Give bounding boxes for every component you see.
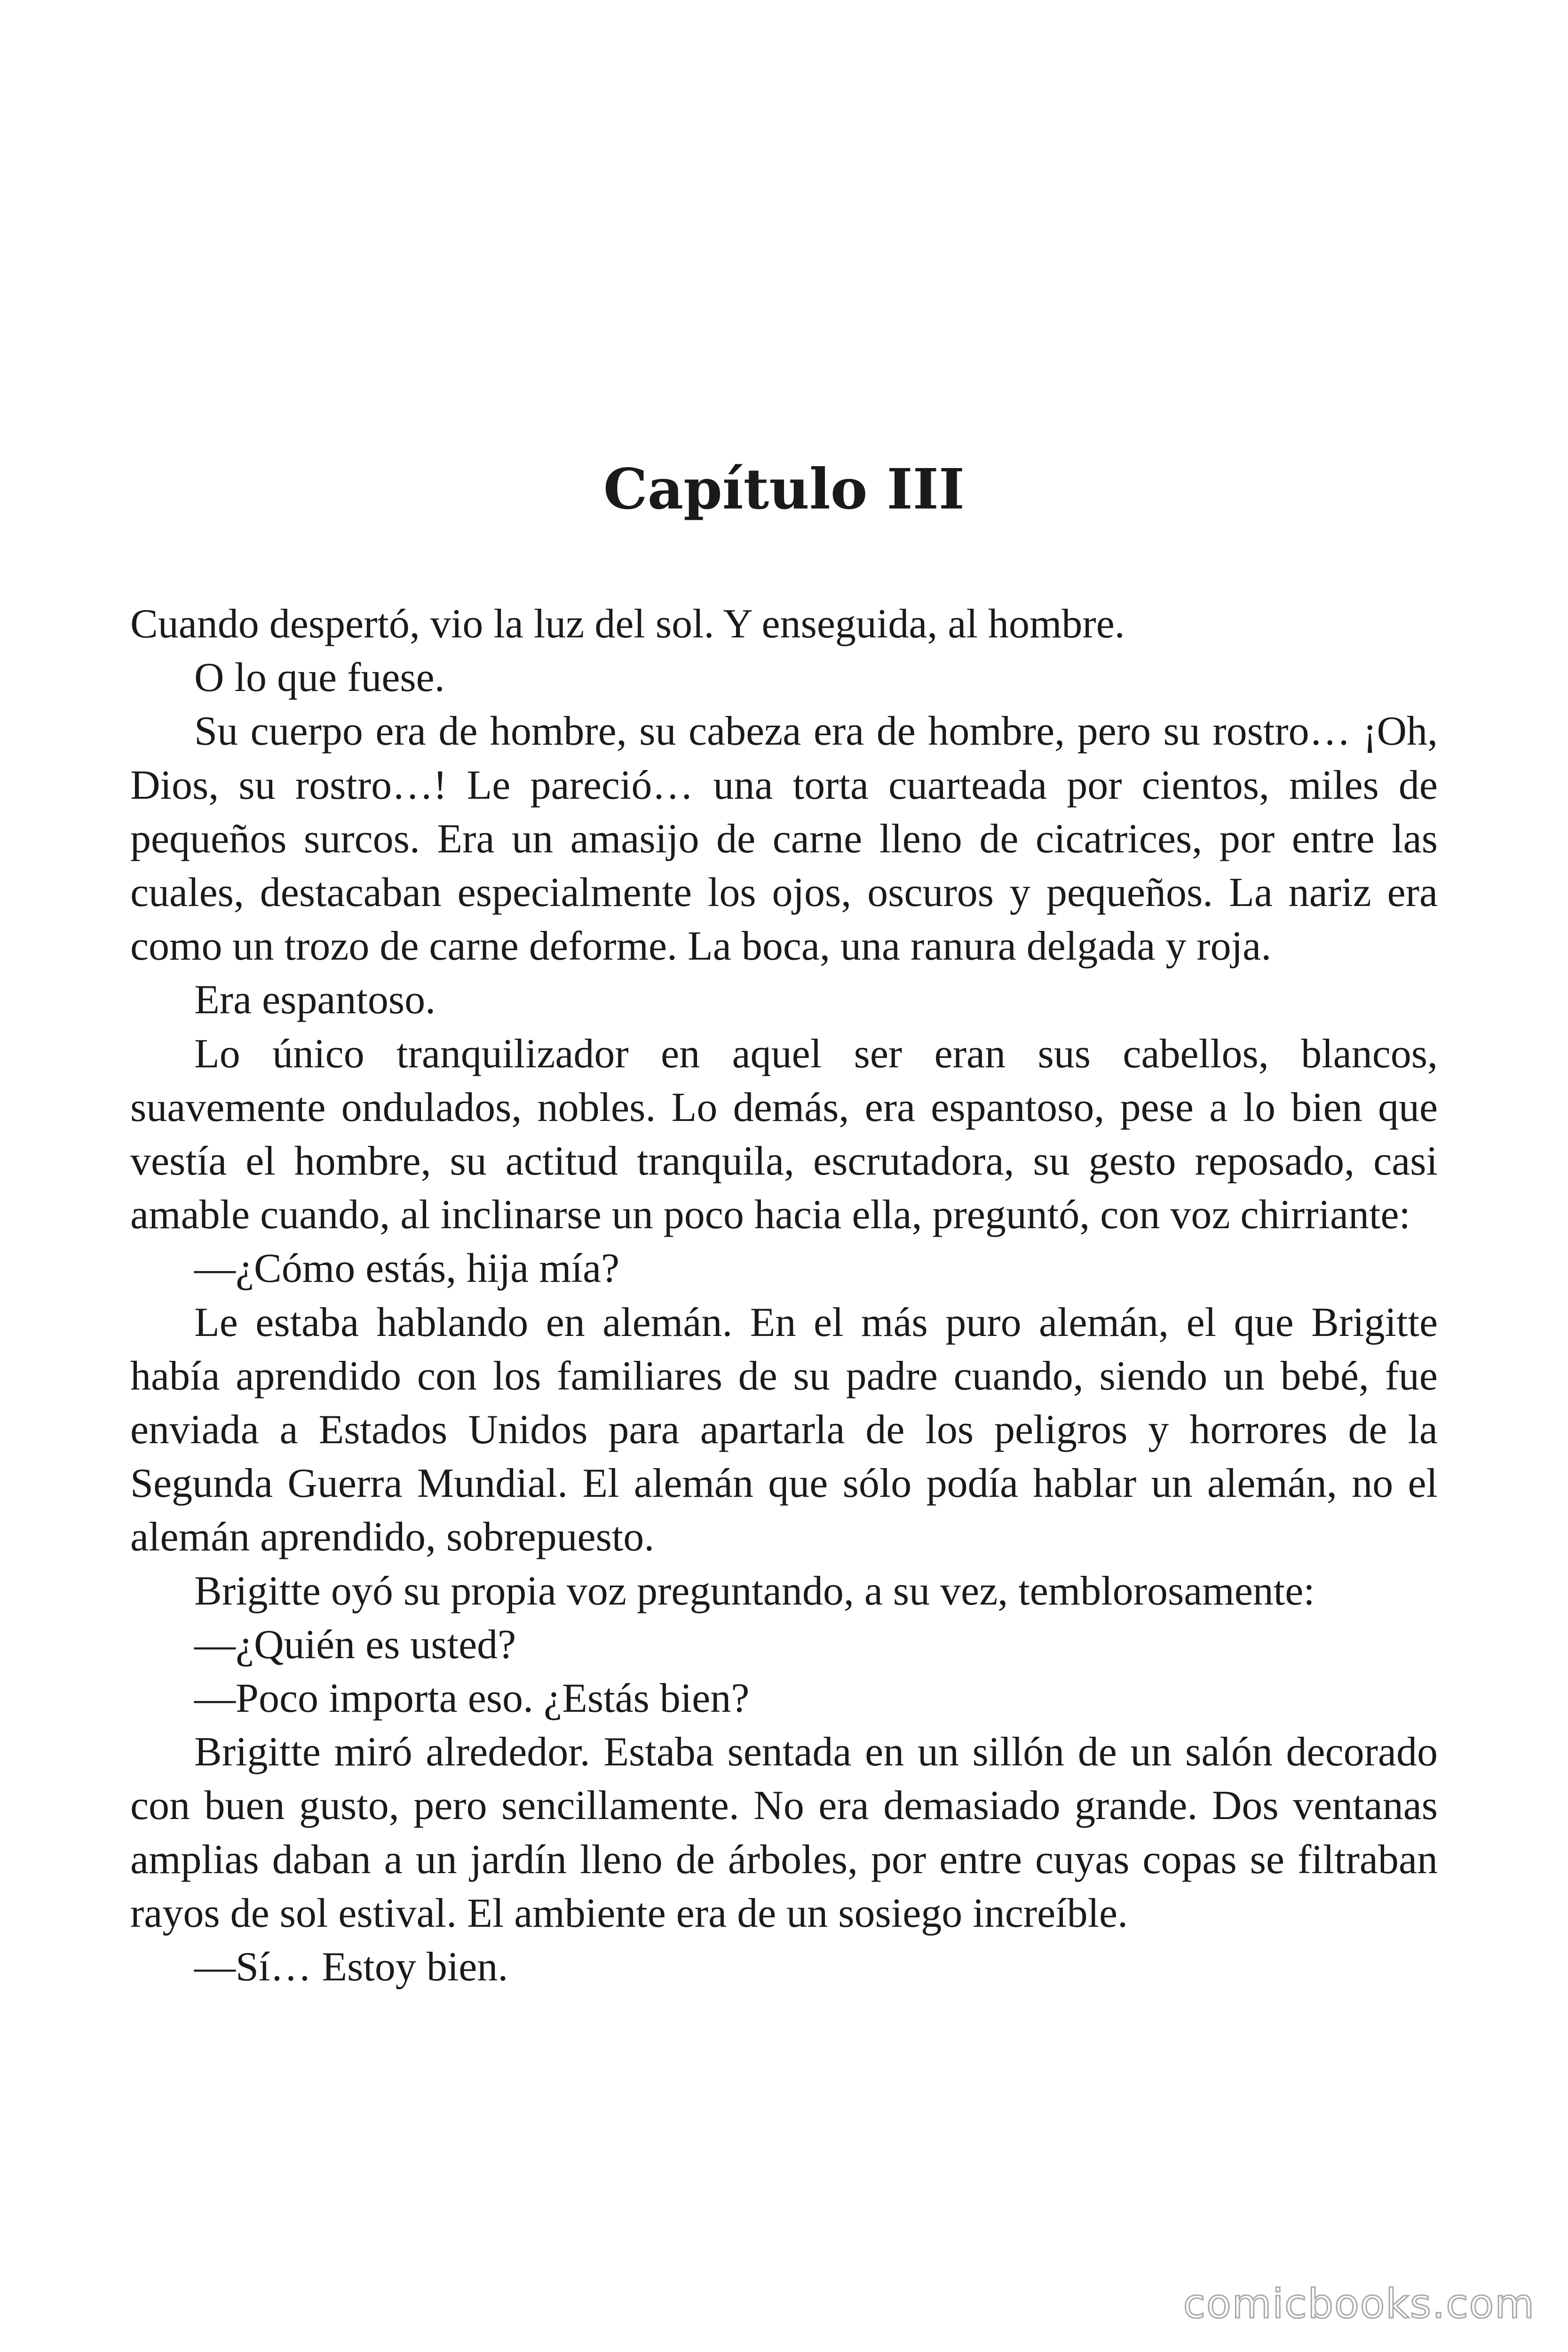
paragraph: Su cuerpo era de hombre, su cabeza era de hombre, pero su rostro… ¡Oh, Dios, su rostro…! Le pareció… una torta cuarteada por cientos, miles de pequeños surcos. Era un amasijo de carne lleno de cicatrices, por entre las cuales, destacaban especialmente los ojos, oscuros y pequeños. La nariz era como un trozo de carne deforme. La boca, una ranura delgada y roja. <box>130 708 1438 969</box>
watermark: comicbooks.com <box>1183 2280 1535 2328</box>
paragraph: Cuando despertó, vio la luz del sol. Y enseguida, al hombre. <box>130 601 1125 647</box>
paragraph: Era espantoso. <box>194 977 436 1023</box>
paragraph: Brigitte oyó su propia voz preguntando, a su vez, temblorosamente: <box>194 1568 1315 1614</box>
paragraph: Le estaba hablando en alemán. En el más puro alemán, el que Brigitte había aprendido con los familiares de su padre cuando, siendo un bebé, fue enviada a Estados Unidos para apartarla de los peligros y horrores de la Segunda Guerra Mundial. El alemán que sólo podía hablar un alemán, no el alemán aprendido, sobrepuesto. <box>130 1299 1438 1560</box>
dialogue-line: —Sí… Estoy bien. <box>194 1944 508 1990</box>
paragraph: Lo único tranquilizador en aquel ser eran sus cabellos, blancos, suavemente ondulados, nobles. Lo demás, era espantoso, pese a lo bien que vestía el hombre, su actitud tranquila, escrutadora, su gesto reposado, casi amable cuando, al inclinarse un poco hacia ella, preguntó, con voz chirriante: <box>130 1031 1438 1238</box>
chapter-body <box>130 597 1438 1994</box>
paragraph: O lo que fuese. <box>194 655 445 701</box>
chapter-title: Capítulo III <box>603 456 965 522</box>
dialogue-line: —¿Cómo estás, hija mía? <box>194 1246 620 1292</box>
paragraph: Brigitte miró alrededor. Estaba sentada en un sillón de un salón decorado con buen gusto, pero sencillamente. No era demasiado grande. Dos ventanas amplias daban a un jardín lleno de árboles, por entre cuyas copas se filtraban rayos de sol estival. El ambiente era de un sosiego increíble. <box>130 1729 1438 1936</box>
dialogue-line: —Poco importa eso. ¿Estás bien? <box>194 1676 750 1722</box>
dialogue-line: —¿Quién es usted? <box>194 1621 516 1668</box>
